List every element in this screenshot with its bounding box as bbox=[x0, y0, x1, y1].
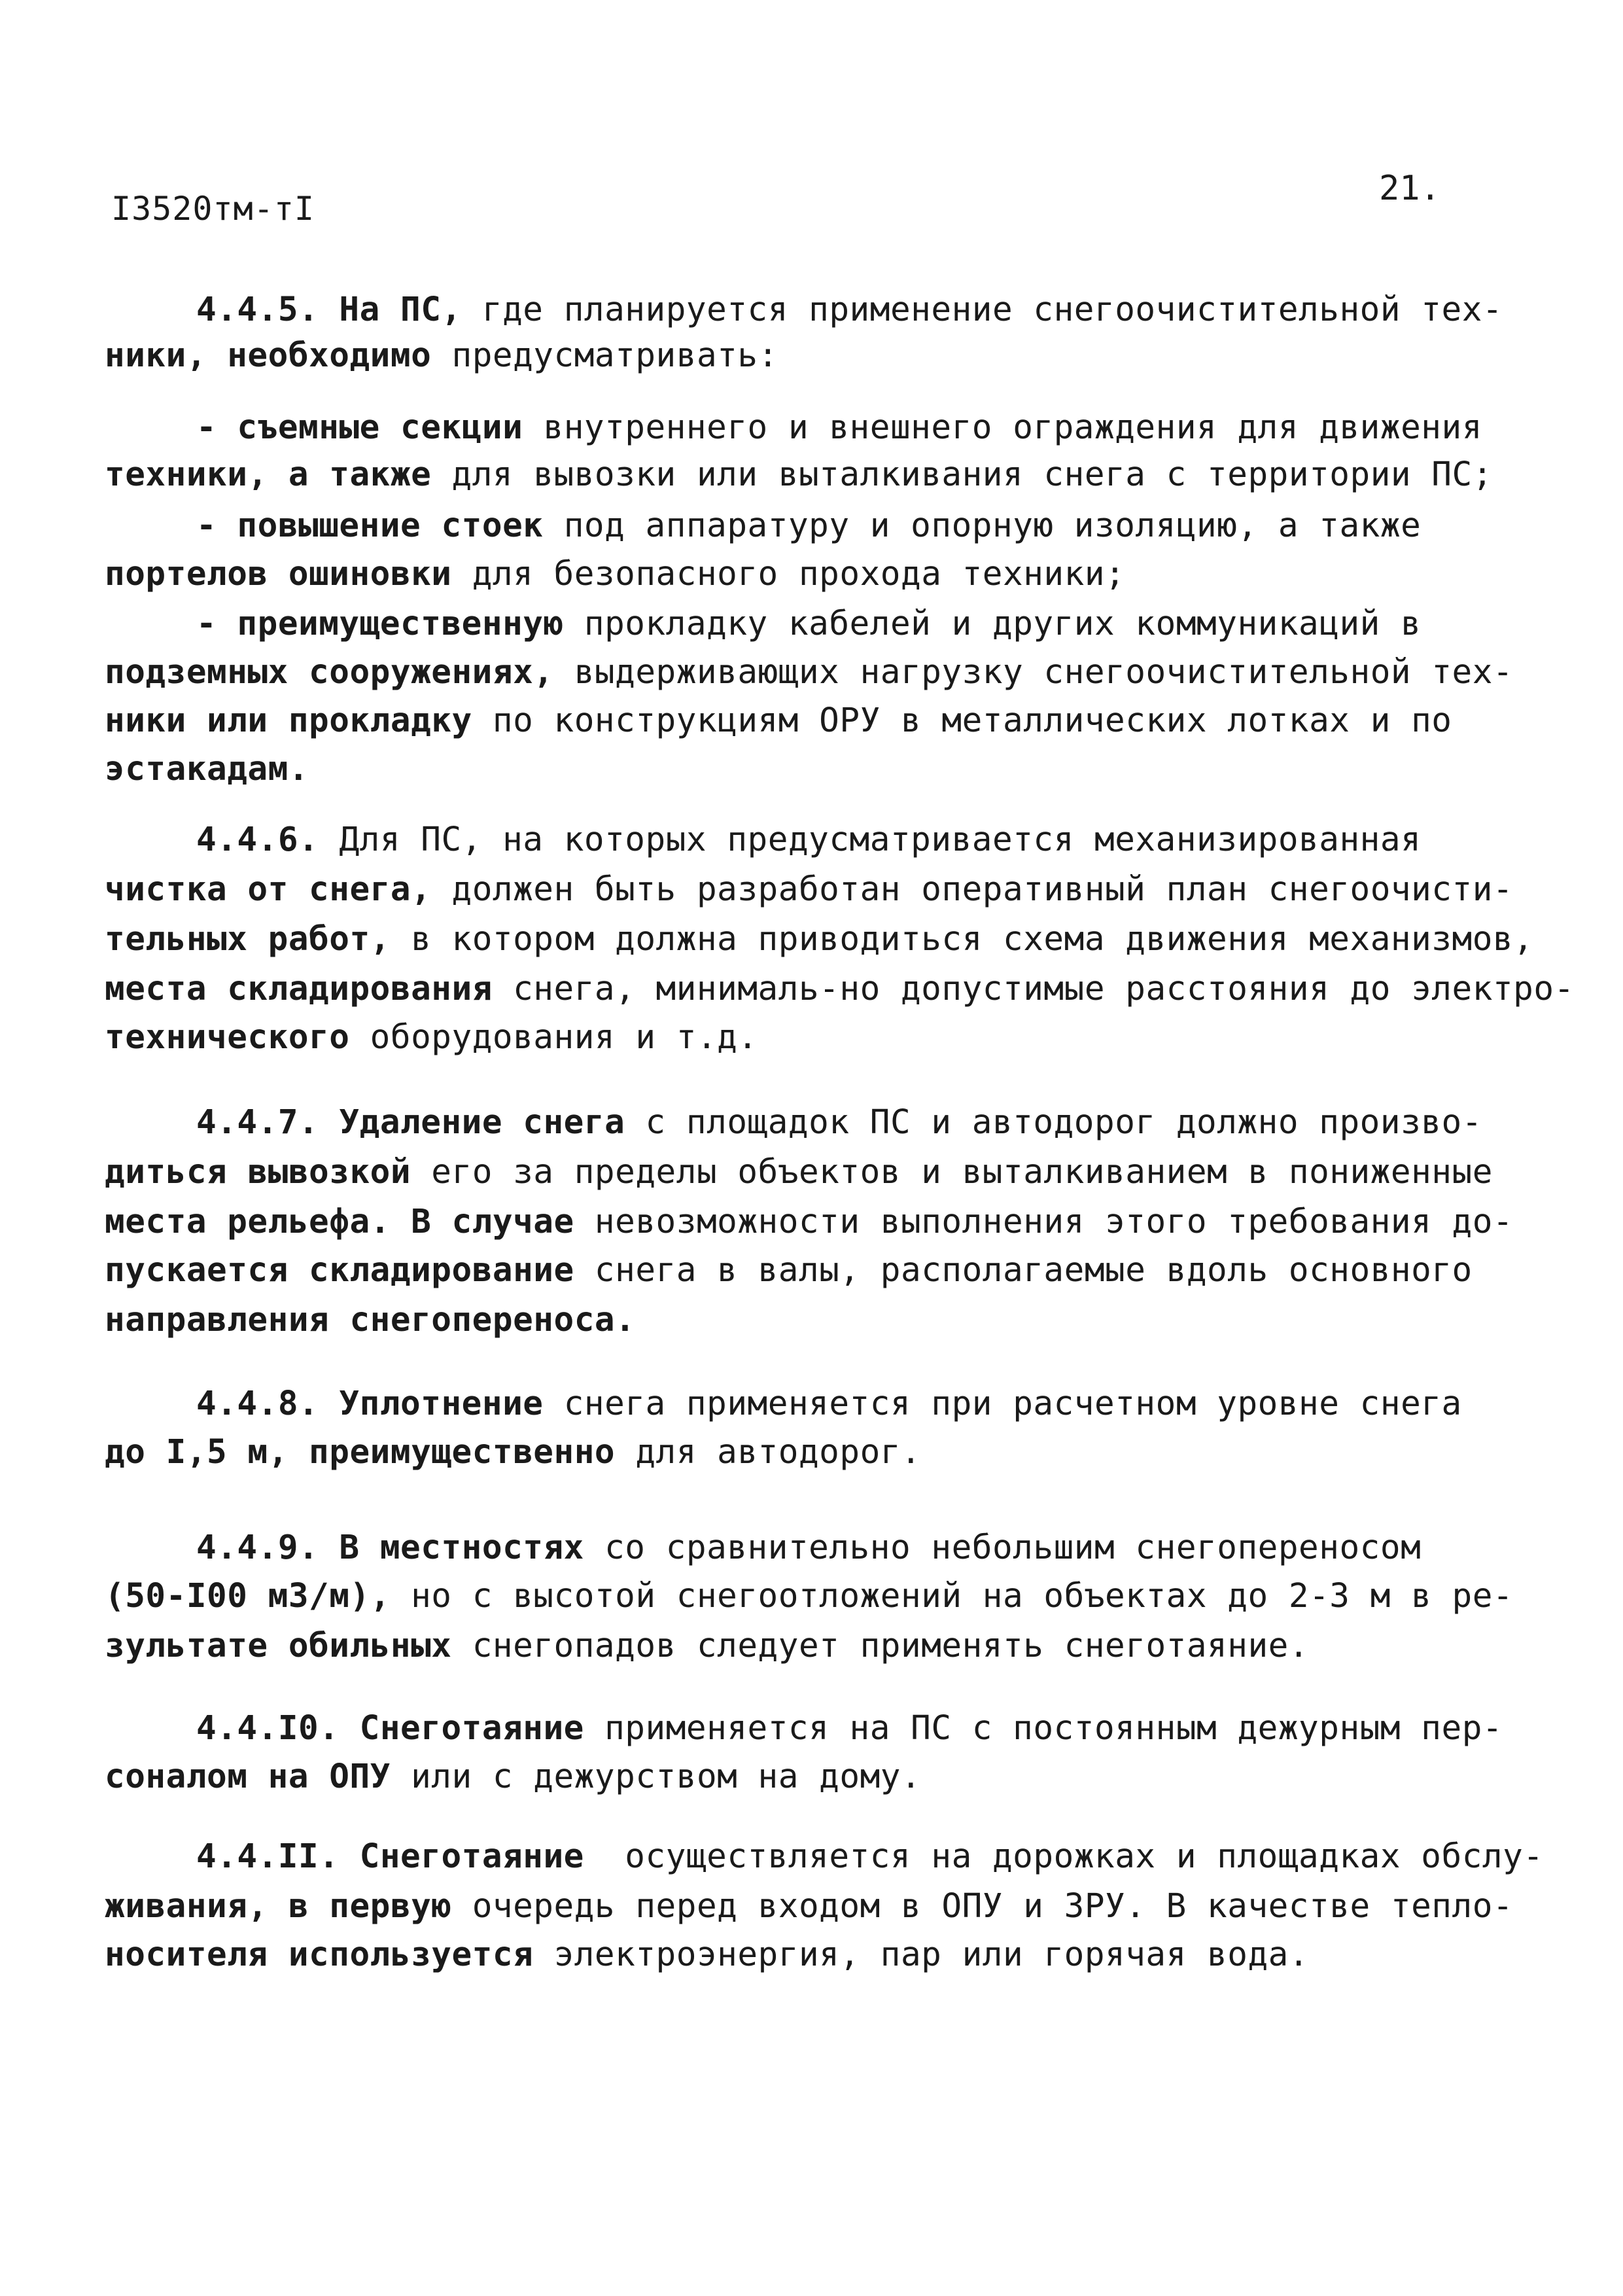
text-line: - повышение стоек под аппаратуру и опорную изоляцию, а также bbox=[196, 506, 1422, 545]
document-code: I3520тм-тI bbox=[111, 190, 315, 228]
text-line: (50-I00 м3/м), но с высотой снегоотложений на объектах до 2-3 м в ре- bbox=[105, 1577, 1514, 1616]
text-line: тельных работ, в котором должна приводиться схема движения механизмов, bbox=[105, 920, 1534, 959]
text-line: 4.4.8. Уплотнение снега применяется при расчетном уровне снега bbox=[196, 1385, 1462, 1423]
text-line: до I,5 м, преимущественно для автодорог. bbox=[105, 1433, 922, 1472]
text-line: носителя используется электроэнергия, пар или горячая вода. bbox=[105, 1935, 1310, 1974]
text-line: места рельефа. В случае невозможности выполнения этого требования до- bbox=[105, 1203, 1514, 1241]
text-line: 4.4.5. На ПС, где планируется применение снегоочистительной тех- bbox=[196, 291, 1503, 329]
page-number: 21. bbox=[1379, 169, 1440, 208]
text-line: пускается складирование снега в валы, располагаемые вдоль основного bbox=[105, 1251, 1473, 1290]
text-line: техники, а также для вывозки или выталкивания снега с территории ПС; bbox=[105, 455, 1493, 494]
text-line: эстакадам. bbox=[105, 750, 309, 788]
text-line: - съемные секции внутреннего и внешнего ограждения для движения bbox=[196, 408, 1482, 447]
text-line: 4.4.6. Для ПС, на которых предусматривается механизированная bbox=[196, 821, 1422, 859]
text-line: технического оборудования и т.д. bbox=[105, 1018, 758, 1057]
text-line: 4.4.I0. Снеготаяние применяется на ПС с постоянным дежурным пер- bbox=[196, 1709, 1503, 1748]
text-line: ники или прокладку по конструкциям ОРУ в металлических лотках и по bbox=[105, 701, 1452, 740]
text-line: соналом на ОПУ или с дежурством на дому. bbox=[105, 1757, 922, 1796]
text-line: ники, необходимо предусматривать: bbox=[105, 336, 778, 375]
text-line: диться вывозкой его за пределы объектов и выталкиванием в пониженные bbox=[105, 1153, 1493, 1192]
text-line: - преимущественную прокладку кабелей и других коммуникаций в bbox=[196, 605, 1422, 643]
text-line: живания, в первую очередь перед входом в ОПУ и ЗРУ. В качестве тепло- bbox=[105, 1887, 1514, 1926]
text-line: подземных сооружениях, выдерживающих нагрузку снегоочистительной тех- bbox=[105, 653, 1514, 692]
text-line: зультате обильных снегопадов следует применять снеготаяние. bbox=[105, 1627, 1310, 1665]
text-line: 4.4.II. Снеготаяние осуществляется на дорожках и площадках обслу- bbox=[196, 1837, 1544, 1876]
text-line: 4.4.7. Удаление снега с площадок ПС и автодорог должно произво- bbox=[196, 1103, 1482, 1142]
text-line: направления снегопереноса. bbox=[105, 1301, 636, 1339]
text-line: портелов ошиновки для безопасного прохода техники; bbox=[105, 555, 1126, 593]
text-line: 4.4.9. В местностях со сравнительно небольшим снегопереносом bbox=[196, 1528, 1422, 1567]
text-line: чистка от снега, должен быть разработан оперативный план снегоочисти- bbox=[105, 870, 1514, 909]
text-line: места складирования снега, минималь-но допустимые расстояния до электро- bbox=[105, 970, 1575, 1008]
